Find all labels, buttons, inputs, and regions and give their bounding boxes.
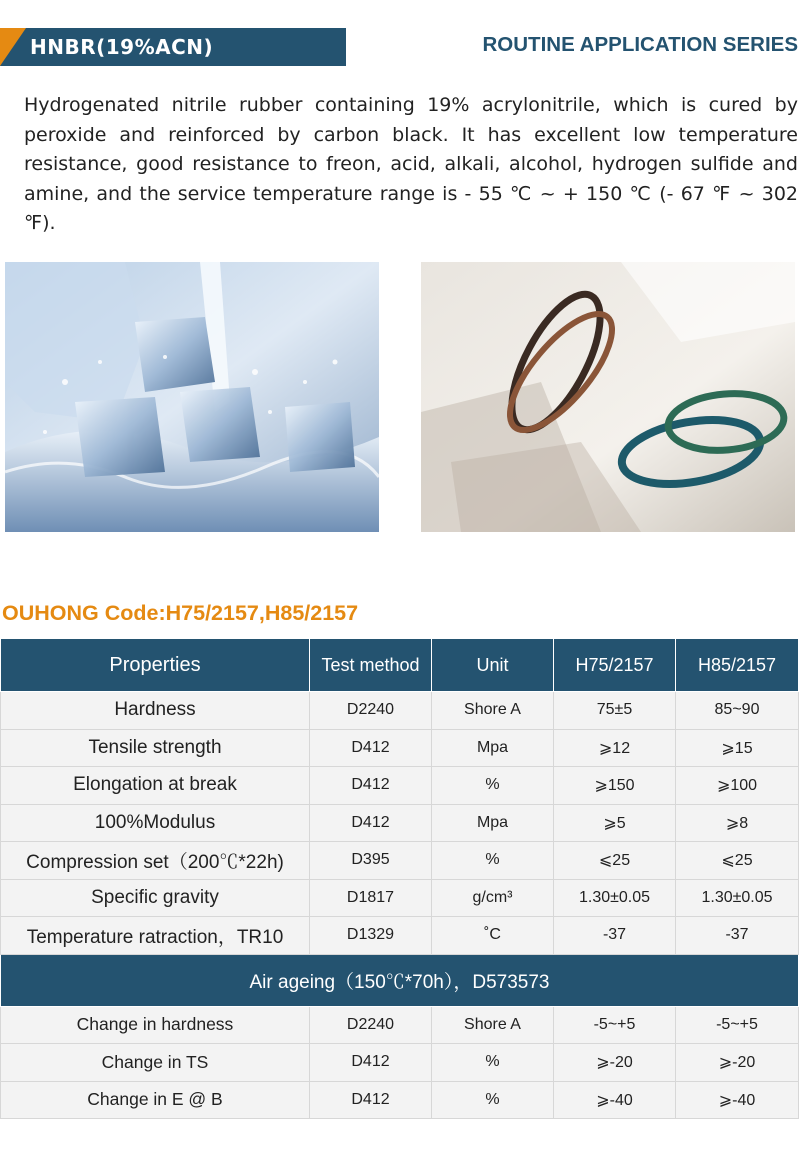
property-cell: Change in TS bbox=[1, 1044, 310, 1082]
table-row bbox=[1, 804, 799, 842]
value-cell: ⩾-40 bbox=[676, 1081, 799, 1119]
method-cell: D395 bbox=[310, 842, 432, 880]
method-cell: D1329 bbox=[310, 917, 432, 955]
value-cell: 1.30±0.05 bbox=[676, 879, 799, 917]
property-cell: Change in hardness bbox=[1, 1006, 310, 1044]
unit-cell: % bbox=[432, 1044, 554, 1082]
value-cell: -37 bbox=[676, 917, 799, 955]
table-row bbox=[1, 729, 799, 767]
header-cell: Properties bbox=[1, 639, 310, 692]
unit-cell: Mpa bbox=[432, 804, 554, 842]
table-row bbox=[1, 1081, 799, 1119]
header-cell: Unit bbox=[432, 639, 554, 692]
value-cell: ⩾8 bbox=[676, 804, 799, 842]
property-cell: Hardness bbox=[1, 692, 310, 730]
series-title: ROUTINE APPLICATION SERIES bbox=[482, 33, 798, 56]
page-title: HNBR(19%ACN) bbox=[30, 35, 214, 59]
unit-cell: % bbox=[432, 842, 554, 880]
properties-table bbox=[0, 638, 799, 1119]
method-cell: D412 bbox=[310, 1044, 432, 1082]
method-cell: D412 bbox=[310, 1081, 432, 1119]
title-tag bbox=[0, 28, 346, 66]
title-tag-accent bbox=[0, 28, 26, 66]
unit-cell: Shore A bbox=[432, 1006, 554, 1044]
intro-paragraph: Hydrogenated nitrile rubber containing 19% acrylonitrile, which is cured by peroxide and reinforced by carbon black. It has excellent low temperature resistance, good resistance to freon, acid, alkali, alcohol, hydrogen sulfide and amine, and the service temperature range is - 55 ℃ ~ + 150 ℃ (- 67 ℉ ~ 302 ℉). bbox=[24, 94, 798, 234]
value-cell: ⩾15 bbox=[676, 729, 799, 767]
header-cell: H75/2157 bbox=[554, 639, 676, 692]
header-bar bbox=[0, 28, 800, 68]
ice-cubes-water-photo bbox=[5, 262, 379, 532]
table-row bbox=[1, 879, 799, 917]
table-row bbox=[1, 1044, 799, 1082]
method-cell: D412 bbox=[310, 729, 432, 767]
property-cell: Temperature ratraction，TR10 bbox=[1, 917, 310, 955]
table-row bbox=[1, 692, 799, 730]
property-cell: Change in E @ B bbox=[1, 1081, 310, 1119]
value-cell: 85~90 bbox=[676, 692, 799, 730]
table-header-row bbox=[1, 639, 799, 692]
value-cell: -5~+5 bbox=[676, 1006, 799, 1044]
value-cell: ⩾100 bbox=[676, 767, 799, 805]
value-cell: ⩽25 bbox=[676, 842, 799, 880]
value-cell: ⩽25 bbox=[554, 842, 676, 880]
section-header-row bbox=[1, 954, 799, 1006]
value-cell: ⩾5 bbox=[554, 804, 676, 842]
unit-cell: Shore A bbox=[432, 692, 554, 730]
value-cell: ⩾-20 bbox=[554, 1044, 676, 1082]
o-rings-photo bbox=[421, 262, 795, 532]
property-cell: Tensile strength bbox=[1, 729, 310, 767]
unit-cell: ˚C bbox=[432, 917, 554, 955]
header-cell: Test method bbox=[310, 639, 432, 692]
table-row bbox=[1, 767, 799, 805]
value-cell: ⩾-40 bbox=[554, 1081, 676, 1119]
method-cell: D412 bbox=[310, 767, 432, 805]
unit-cell: g/cm³ bbox=[432, 879, 554, 917]
property-cell: Specific gravity bbox=[1, 879, 310, 917]
table-row bbox=[1, 1006, 799, 1044]
property-cell: Compression set（200℃*22h) bbox=[1, 842, 310, 880]
table-row bbox=[1, 917, 799, 955]
value-cell: -37 bbox=[554, 917, 676, 955]
unit-cell: % bbox=[432, 767, 554, 805]
header-cell: H85/2157 bbox=[676, 639, 799, 692]
product-code: OUHONG Code:H75/2157,H85/2157 bbox=[2, 601, 359, 625]
value-cell: ⩾12 bbox=[554, 729, 676, 767]
unit-cell: Mpa bbox=[432, 729, 554, 767]
unit-cell: % bbox=[432, 1081, 554, 1119]
property-cell: 100%Modulus bbox=[1, 804, 310, 842]
property-cell: Elongation at break bbox=[1, 767, 310, 805]
method-cell: D2240 bbox=[310, 692, 432, 730]
method-cell: D412 bbox=[310, 804, 432, 842]
value-cell: ⩾150 bbox=[554, 767, 676, 805]
table-row bbox=[1, 842, 799, 880]
value-cell: 75±5 bbox=[554, 692, 676, 730]
value-cell: -5~+5 bbox=[554, 1006, 676, 1044]
value-cell: 1.30±0.05 bbox=[554, 879, 676, 917]
section-title: Air ageing（150℃*70h），D573573 bbox=[1, 954, 799, 1006]
method-cell: D1817 bbox=[310, 879, 432, 917]
value-cell: ⩾-20 bbox=[676, 1044, 799, 1082]
method-cell: D2240 bbox=[310, 1006, 432, 1044]
